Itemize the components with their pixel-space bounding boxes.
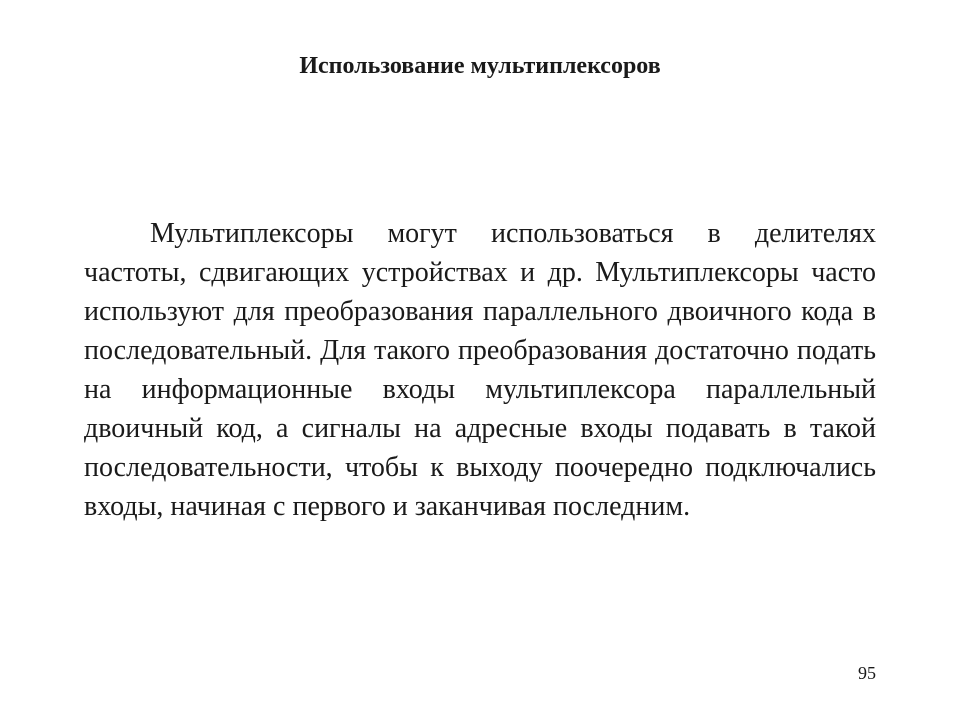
page-number: 95 xyxy=(858,663,876,683)
slide-body-text: Мультиплексоры могут использоваться в делителях частоты, сдвигающих устройствах и др. Мультиплексоры часто используют для преобразования параллельного двоичного кода в последовательный. Для такого преобразования достаточно подать на информационные входы мультиплексора параллельный двоичный код, а сигналы на адресные входы подавать в такой последовательности, чтобы к выходу поочередно подключались входы, начиная с первого и заканчивая последним. xyxy=(84,218,876,522)
slide-title: Использование мультиплексоров xyxy=(299,53,661,79)
